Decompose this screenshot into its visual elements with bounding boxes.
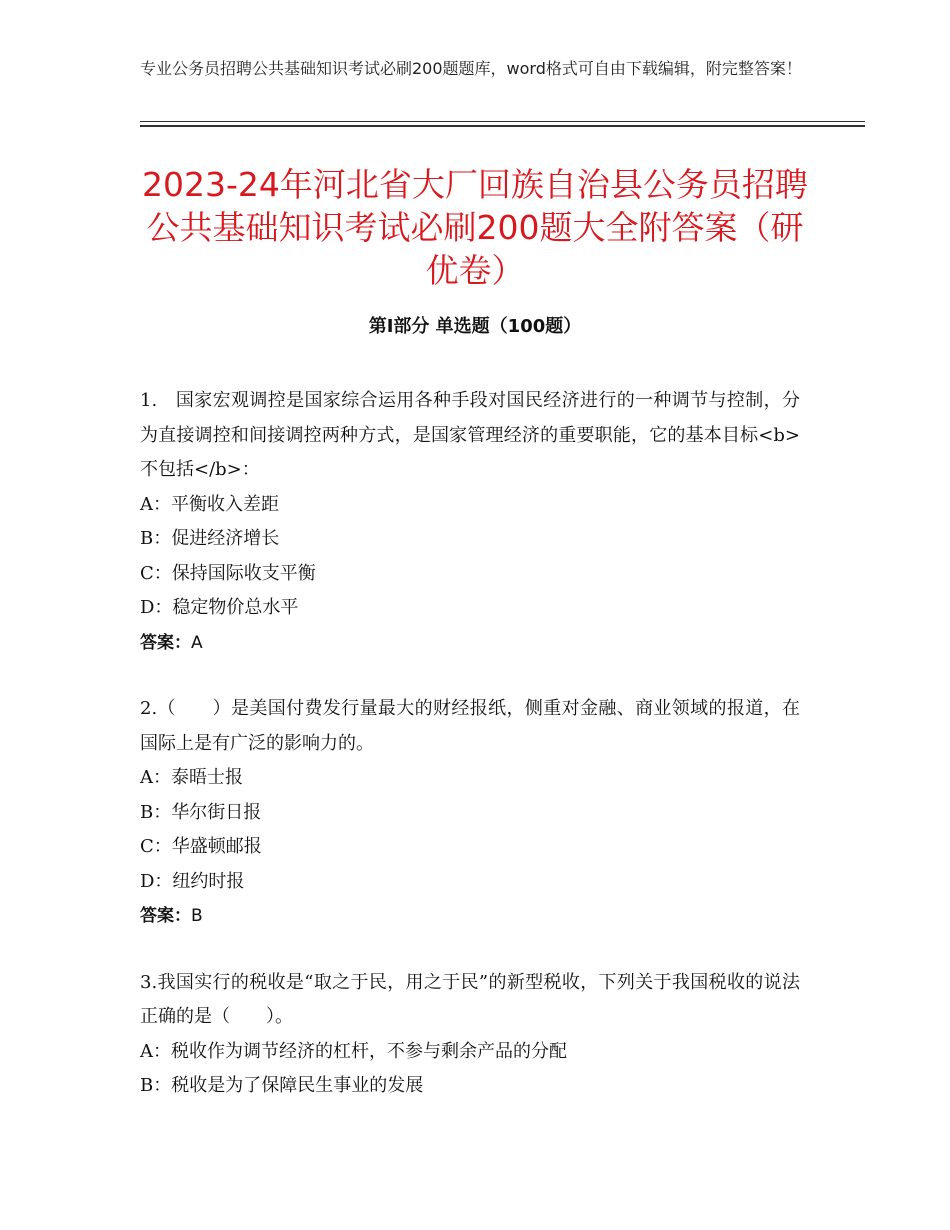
answer-value: A xyxy=(191,632,203,653)
option-b: B：华尔街日报 xyxy=(140,801,262,823)
question-list xyxy=(140,384,800,1136)
option-d: D：纽约时报 xyxy=(140,870,245,892)
question-text: 1. 国家宏观调控是国家综合运用各种手段对国民经济进行的一种调节与控制，分为直接调控和间接调控两种方式，是国家管理经济的重要职能，它的基本目标<b>不包括</b>： xyxy=(140,390,800,480)
header-note: 专业公务员招聘公共基础知识考试必刷200题题库，word格式可自由下载编辑，附完整答案！ xyxy=(140,59,802,78)
option-c: C：保持国际收支平衡 xyxy=(140,562,316,584)
question-item xyxy=(140,692,800,934)
question-text: 3.我国实行的税收是“取之于民，用之于民”的新型税收，下列关于我国税收的说法正确的是（ ）。 xyxy=(140,971,800,1027)
section-heading: 第Ⅰ部分 单选题（100题） xyxy=(368,316,582,337)
question-text: 2.（ ）是美国付费发行量最大的财经报纸，侧重对金融、商业领域的报道，在国际上是有广泛的影响力的。 xyxy=(140,698,800,754)
document-title: 2023-24年河北省大厂回族自治县公务员招聘公共基础知识考试必刷200题大全附答案（研优卷） xyxy=(142,165,808,290)
header-divider-thick xyxy=(140,125,865,127)
answer-label: 答案： xyxy=(140,632,191,653)
header-divider-thin xyxy=(140,121,865,122)
option-a: A：泰晤士报 xyxy=(140,767,243,788)
option-a: A：税收作为调节经济的杠杆，不参与剩余产品的分配 xyxy=(140,1040,567,1062)
option-b: B：促进经济增长 xyxy=(140,528,280,549)
answer-line xyxy=(140,899,800,934)
question-item xyxy=(140,966,800,1104)
question-item xyxy=(140,384,800,660)
option-a: A：平衡收入差距 xyxy=(140,493,279,515)
answer-line xyxy=(140,626,800,661)
option-d: D：稳定物价总水平 xyxy=(140,597,299,618)
option-b: B：税收是为了保障民生事业的发展 xyxy=(140,1075,424,1096)
answer-label: 答案： xyxy=(140,906,191,926)
option-c: C：华盛顿邮报 xyxy=(140,836,262,857)
answer-value: B xyxy=(191,906,203,926)
